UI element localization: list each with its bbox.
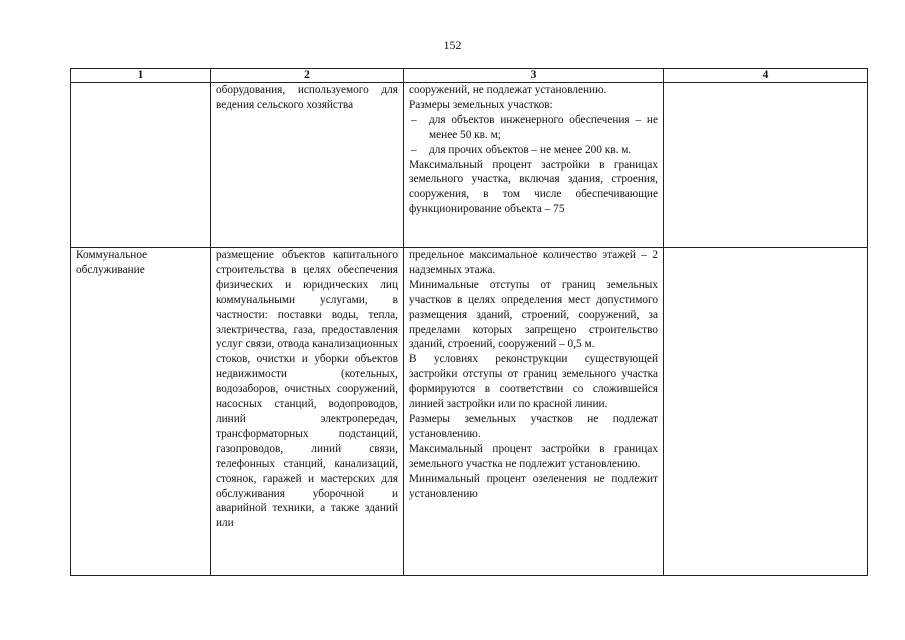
column-header-2: 2 (211, 69, 404, 83)
cell-text: Коммунальное обслуживание (76, 249, 148, 276)
paragraph: Минимальные отступы от границ земельных участков в целях определения мест допустимого размещения зданий, строений, сооружений, за пределами которых запрещено строительство зданий, строений, сооружений – 0,5 м. (409, 278, 658, 351)
paragraph: Размеры земельных участков не подлежат установлению. (409, 412, 658, 440)
column-header-4: 4 (664, 69, 868, 83)
table-row (71, 248, 868, 576)
dash-bullet: – (411, 143, 417, 156)
cell-parameters (404, 248, 664, 576)
paragraph: Максимальный процент застройки в границах земельного участка, включая здания, строения, сооружения, в том числе обеспечивающие функционирование объекта – 75 (409, 158, 658, 216)
cell-land-use-type (71, 248, 211, 576)
paragraph: В условиях реконструкции существующей застройки отступы от границ земельного участка формируются в соответствии со сложившейся линией застройки или по красной линии. (409, 353, 658, 411)
paragraph: Размеры земельных участков: (409, 98, 553, 111)
cell-parameters (404, 83, 664, 248)
cell-notes (664, 83, 868, 248)
dash-bullet: – (411, 113, 417, 126)
list-item-text: для объектов инженерного обеспечения – не менее 50 кв. м; (429, 113, 658, 141)
list-item (409, 143, 658, 158)
cell-use-description (211, 83, 404, 248)
regulations-table (70, 68, 868, 576)
cell-text: размещение объектов капитального строительства в целях обеспечения физических и юридических лиц коммунальными услугами, в частности: поставки воды, тепла, электричества, газа, предоставления услуг связи, отвода канализационных стоков, очистки и уборки объектов недвижимости (котельных, водозаборов, очистных сооружений, насосных станций, водопроводов, линий электропередач, трансформаторных подстанций, газопроводов, линий связи, телефонных станций, канализаций, стоянок, гаражей и мастерских для обслуживания уборочной и аварийной техники, а также зданий или (216, 249, 398, 530)
cell-text: оборудования, используемого для ведения сельского хозяйства (216, 84, 398, 111)
paragraph: предельное максимальное количество этажей – 2 надземных этажа. (409, 249, 658, 276)
table-row (71, 83, 868, 248)
column-header-3: 3 (404, 69, 664, 83)
paragraph: Минимальный процент озеленения не подлежит установлению (409, 472, 658, 500)
paragraph: сооружений, не подлежат установлению. (409, 84, 607, 96)
table-header-row (71, 69, 868, 83)
list-item-text: для прочих объектов – не менее 200 кв. м. (429, 143, 632, 156)
cell-land-use-type (71, 83, 211, 248)
dash-list (409, 113, 658, 158)
cell-notes (664, 248, 868, 576)
column-header-1: 1 (71, 69, 211, 83)
list-item (409, 113, 658, 143)
cell-use-description (211, 248, 404, 576)
paragraph: Максимальный процент застройки в границах земельного участка не подлежит установлению. (409, 442, 658, 470)
page-number: 152 (443, 38, 462, 52)
